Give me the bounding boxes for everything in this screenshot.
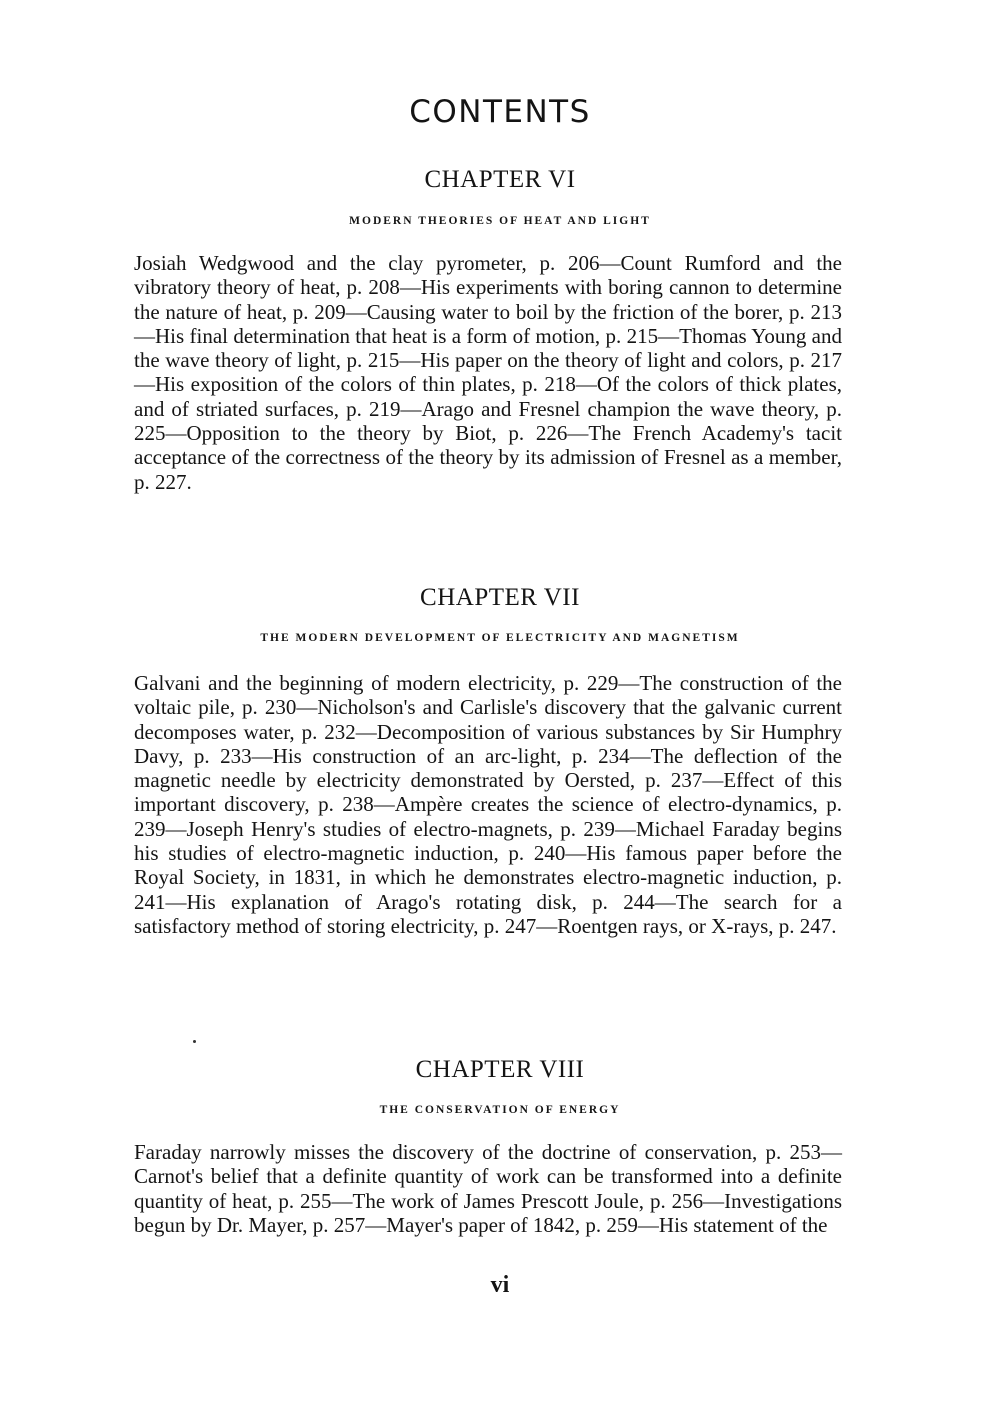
chapter-vi-subtitle: MODERN THEORIES OF HEAT AND LIGHT	[349, 215, 651, 227]
page-number: vi	[490, 1272, 510, 1298]
chapter-vii-heading: CHAPTER VII	[420, 584, 580, 611]
chapter-vi-summary: Josiah Wedgwood and the clay pyrometer, p. 206—Count Rumford and the vibratory theory of heat, p. 208—His experiments with boring cannon to determine the nature of heat, p. 209—Causing water to boil by the friction of the borer, p. 213—His final determination that heat is a form of motion, p. 215—Thomas Young and the wave theory of light, p. 215—His paper on the theory of light and colors, p. 217—His exposition of the colors of thin plates, p. 218—Of the colors of thick plates, and of striated surfaces, p. 219—Arago and Fresnel champion the wave theory, p. 225—Opposition to the theory by Biot, p. 226—The French Academy's tacit acceptance of the correctness of the theory by its admission of Fresnel as a member, p. 227.	[134, 251, 842, 494]
chapter-vi-heading: CHAPTER VI	[424, 166, 576, 193]
chapter-vii-summary: Galvani and the beginning of modern electricity, p. 229—The construction of the voltaic pile, p. 230—Nicholson's and Carlisle's discovery that the galvanic current decomposes water, p. 232—Decomposition of various substances by Sir Humphry Davy, p. 233—His construction of an arc-light, p. 234—The deflection of the magnetic needle by electricity demonstrated by Oersted, p. 237—Effect of this important discovery, p. 238—Ampère creates the science of electro-dynamics, p. 239—Joseph Henry's studies of electro-magnets, p. 239—Michael Faraday begins his studies of electro-magnetic induction, p. 240—His famous paper before the Royal Society, in 1831, in which he demonstrates electro-magnetic induction, p. 241—His explanation of Arago's rotating disk, p. 244—The search for a satisfactory method of storing electricity, p. 247—Roentgen rays, or X-rays, p. 247.	[134, 671, 842, 938]
print-speck	[193, 1040, 196, 1043]
chapter-viii-heading: CHAPTER VIII	[415, 1056, 585, 1083]
chapter-viii-subtitle: THE CONSERVATION OF ENERGY	[379, 1104, 621, 1116]
chapter-viii-summary: Faraday narrowly misses the discovery of the doctrine of conservation, p. 253—Carnot's belief that a definite quantity of work can be transformed into a definite quantity of heat, p. 255—The work of James Prescott Joule, p. 256—Investigations begun by Dr. Mayer, p. 257—Mayer's paper of 1842, p. 259—His statement of the	[134, 1140, 842, 1237]
chapter-vii-subtitle: THE MODERN DEVELOPMENT OF ELECTRICITY AND MAGNETISM	[260, 632, 740, 644]
page-title: CONTENTS	[409, 94, 591, 130]
